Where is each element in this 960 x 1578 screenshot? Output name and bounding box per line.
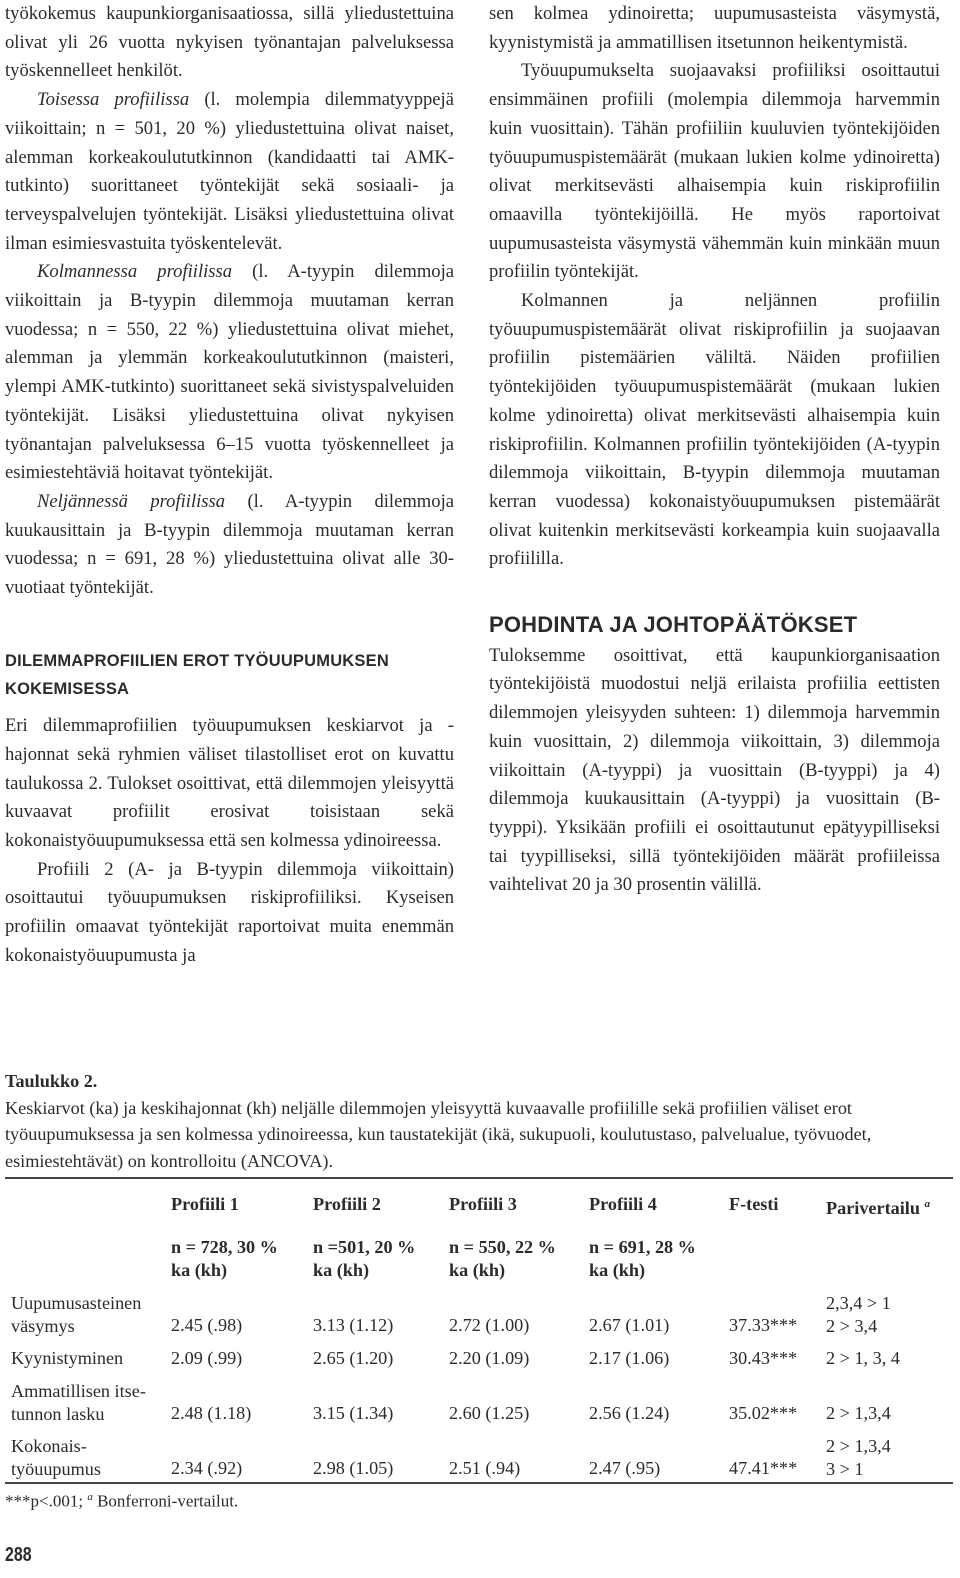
- table-cell: 30.43***: [729, 1348, 798, 1368]
- header-profile-2: Profiili 2: [313, 1194, 381, 1214]
- table-cell: 2.65 (1.20): [313, 1348, 394, 1368]
- table-footnote: ***p<.001; $^a$ Bonferroni-vertailut.: [5, 1491, 239, 1511]
- paragraph: Kolmannessa profiilissa (l. A-tyypin dilemmoja viikoittain ja B-tyypin dilemmoja muutaman kerran vuodessa; n = 550, 22 %) yliedustettuina olivat miehet, alemman ja ylemmän korkeakoulututkinnon (maisteri, ylempi AMK-tutkinto) suorittaneet sekä sivistyspalveluiden työntekijät. Lisäksi yliedustettuina olivat nykyisen työnantajan palveluksessa 6–15 vuotta työskennelleet ja esimiestehtäviä hoitavat työntekijät.: [5, 261, 454, 484]
- header-profile-4: Profiili 4: [589, 1194, 657, 1214]
- table-caption-title: Taulukko 2.: [5, 1071, 98, 1091]
- table-cell: 2.51 (.94): [449, 1458, 521, 1478]
- table-bottom-rule: [5, 1482, 953, 1484]
- table-cell: 2.45 (.98): [171, 1315, 243, 1335]
- table-cell: 2.48 (1.18): [171, 1403, 252, 1423]
- table-cell: 3.13 (1.12): [313, 1315, 394, 1335]
- table-cell: 3.15 (1.34): [313, 1403, 394, 1423]
- table-cell: 2.98 (1.05): [313, 1458, 394, 1478]
- table-cell: 47.41***: [729, 1458, 798, 1478]
- subheader-profile-1: n = 728, 30 % ka (kh): [171, 1237, 278, 1280]
- table-cell: 2.72 (1.00): [449, 1315, 530, 1335]
- row-label: Uupumusasteinen väsymys: [11, 1293, 142, 1336]
- header-profile-1: Profiili 1: [171, 1194, 239, 1214]
- paragraph: Kolmannen ja neljännen profiilin työuupumuspistemäärät olivat riskiprofiilin ja suojaavan profiilin pistemäärien väliltä. Näiden profiilien työntekijöiden työuupumuspistemäärät (mukaan lukien kolme ydinoiretta) olivat merkitsevästi alhaisempia kuin riskiprofiilin. Kolmannen profiilin työntekijöiden (A-tyypin dilemmoja viikoittain, B-tyypin dilemmoja muutaman kerran vuodessa) kokonaistyöuupumuksen pistemäärät olivat kuitenkin merkitsevästi korkeampia kuin suojaavalla profiililla.: [489, 290, 940, 570]
- table-cell: 35.02***: [729, 1403, 798, 1423]
- section-heading: POHDINTA JA JOHTOPÄÄTÖKSET: [489, 612, 858, 638]
- subheader-profile-4: n = 691, 28 % ka (kh): [589, 1237, 696, 1280]
- table-cell: 2 > 1,3,4: [826, 1403, 891, 1423]
- table-cell: 37.33***: [729, 1315, 798, 1335]
- table-cell: 2.09 (.99): [171, 1348, 243, 1368]
- table-cell: 2 > 1,3,4 3 > 1: [826, 1436, 891, 1479]
- row-label: Ammatillisen itse- tunnon lasku: [11, 1381, 146, 1424]
- profile-4-lead: Neljännessä profiilissa: [37, 490, 226, 512]
- page-number: 288: [5, 1544, 32, 1566]
- subheader-profile-2: n =501, 20 % ka (kh): [313, 1237, 416, 1280]
- paragraph: työkokemus kaupunkiorganisaatiossa, sillä yliedustettuina olivat yli 26 vuotta nykyisen työnantajan palveluksessa työskennelleet henkilöt.: [5, 3, 454, 82]
- table-cell: 2,3,4 > 1 2 > 3,4: [826, 1293, 891, 1336]
- table-cell: 2.67 (1.01): [589, 1315, 670, 1335]
- profile-3-lead: Kolmannessa profiilissa: [37, 261, 233, 283]
- table-cell: 2.60 (1.25): [449, 1403, 530, 1423]
- paragraph: Toisessa profiilissa (l. molempia dilemmatyyppejä viikoittain; n = 501, 20 %) yliedustettuina olivat naiset, alemman korkeakoulututkinnon (kandidaatti tai AMK-tutkinto) suorittaneet työntekijät sekä sosiaali- ja terveyspalvelujen työntekijät. Lisäksi yliedustettuina olivat ilman esimiesvastuita työskentelevät.: [5, 89, 454, 254]
- paragraph: Profiili 2 (A- ja B-tyypin dilemmoja viikoittain) osoittautui työuupumuksen riskiprofiiliksi. Kyseisen profiilin omaavat työntekijät raportoivat muita enemmän kokonaistyöuupumusta ja: [5, 858, 454, 966]
- header-pairwise: Parivertailu $^a$: [826, 1198, 930, 1219]
- profile-2-lead: Toisessa profiilissa: [37, 89, 190, 111]
- table-caption-text: Keskiarvot (ka) ja keskihajonnat (kh) neljälle dilemmojen yleisyyttä kuvaavalle profiilille sekä profiilien väliset erot työuupumuksessa ja sen kolmessa ydinoireessa, kun taustatekijät (ikä, sukupuoli, koulutustaso, palvelualue, työvuodet, esimiestehtävät) on kontrolloitu (ANCOVA).: [5, 1097, 872, 1171]
- paragraph: Työuupumukselta suojaavaksi profiiliksi osoittautui ensimmäinen profiili (molempia dilemmoja harvemmin kuin vuosittain). Tähän profiiliin kuuluvien työntekijöiden työuupumuspistemäärät (mukaan lukien kolme ydinoiretta) olivat merkitsevästi alhaisempia kuin riskiprofiilin omaavilla työntekijöillä. He myös raportoivat uupumusasteista väsymystä vähemmän kuin minkään muun profiilin työntekijät.: [489, 60, 940, 283]
- table-cell: 2.56 (1.24): [589, 1403, 670, 1423]
- table-cell: 2.20 (1.09): [449, 1348, 530, 1368]
- paragraph: Neljännessä profiilissa (l. A-tyypin dilemmoja kuukausittain ja B-tyypin dilemmoja muutaman kerran vuodessa; n = 691, 28 %) yliedustettuina olivat alle 30-vuotiaat työntekijät.: [5, 490, 454, 599]
- row-label: Kokonais- työuupumus: [11, 1436, 101, 1479]
- section-heading: DILEMMAPROFIILIEN EROT TYÖUUPUMUKSEN KOKEMISESSA: [5, 651, 389, 699]
- subheader-profile-3: n = 550, 22 % ka (kh): [449, 1237, 556, 1280]
- row-label: Kyynistyminen: [11, 1348, 124, 1368]
- table-cell: 2 > 1, 3, 4: [826, 1348, 900, 1368]
- header-profile-3: Profiili 3: [449, 1194, 517, 1214]
- header-f-test: F-testi: [729, 1194, 779, 1214]
- paragraph: sen kolmea ydinoiretta; uupumusasteista väsymystä, kyynistymistä ja ammatillisen itsetunnon heikentymistä.: [489, 3, 940, 53]
- table-cell: 2.47 (.95): [589, 1458, 661, 1478]
- paragraph: Tuloksemme osoittivat, että kaupunkiorganisaation työntekijöistä muodostui neljä erilaista profiilia eettisten dilemmojen yleisyyden suhteen: 1) dilemmoja harvemmin kuin vuosittain, 2) dilemmoja viikoittain, 3) dilemmoja viikoittain (A-tyyppi) ja vuosittain (B-tyyppi) ja 4) dilemmoja kuukausittain (A-tyyppi) ja vuosittain (B-tyyppi). Yksikään profiili ei osoittautunut epätyypilliseksi tai tyypilliseksi, sillä työntekijöiden määrät profiileissa vaihtelivat 20 ja 30 prosentin välillä.: [489, 644, 940, 896]
- paragraph: Eri dilemmaprofiilien työuupumuksen keskiarvot ja -hajonnat sekä ryhmien väliset tilastolliset erot on kuvattu taulukossa 2. Tulokset osoittivat, että dilemmojen yleisyyttä kuvaavat profiilit erosivat toisistaan sekä kokonaistyöuupumuksessa että sen kolmessa ydinoireessa.: [5, 715, 454, 851]
- table-cell: 2.34 (.92): [171, 1458, 243, 1478]
- table-cell: 2.17 (1.06): [589, 1348, 670, 1368]
